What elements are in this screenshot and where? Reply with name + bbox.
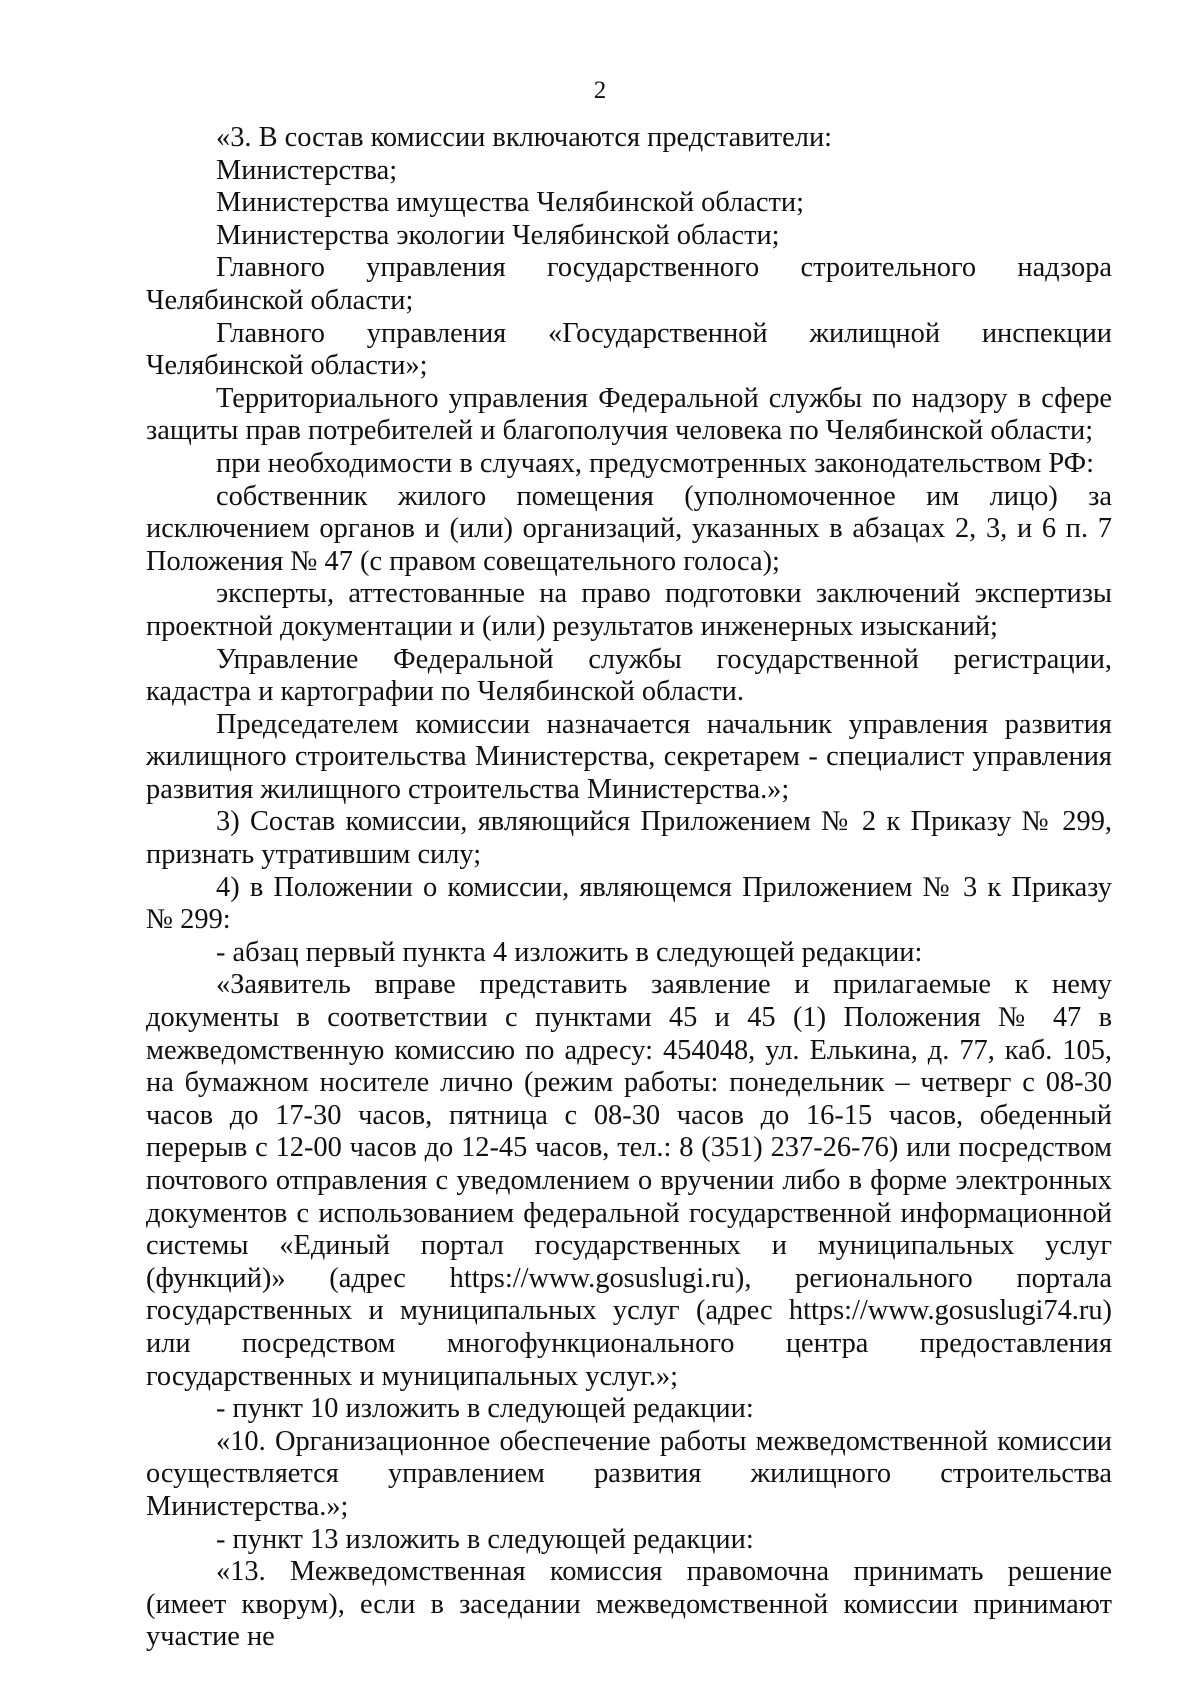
paragraph-owner: собственник жилого помещения (уполномоченное им лицо) за исключением органов и (или) организаций, указанных в абзацах 2, 3, и 6 п. 7 Положения № 47 (с правом совещательного голоса);	[146, 480, 1112, 577]
paragraph-housing-inspection: Главного управления «Государственной жилищной инспекции Челябинской области»;	[146, 317, 1112, 382]
paragraph-rosreestr: Управление Федеральной службы государственной регистрации, кадастра и картографии по Челябинской области.	[146, 643, 1112, 708]
document-body	[146, 122, 1112, 1654]
paragraph-commission-composition: «3. В состав комиссии включаются представители:	[216, 122, 833, 153]
paragraph-point-13: «13. Межведомственная комиссия правомочна принимать решение (имеет кворум), если в заседании межведомственной комиссии принимают участие не	[146, 1556, 1112, 1653]
paragraph-if-necessary: при необходимости в случаях, предусмотренных законодательством РФ:	[216, 447, 1095, 479]
paragraph-property-ministry: Министерства имущества Челябинской области;	[216, 187, 804, 219]
paragraph-chairman: Председателем комиссии назначается начальник управления развития жилищного строительства Министерства, секретарем - специалист управления развития жилищного строительства Министерства.»;	[146, 708, 1112, 805]
page-number: 2	[593, 77, 607, 104]
paragraph-point-10: «10. Организационное обеспечение работы межведомственной комиссии осуществляется управлением развития жилищного строительства Министерства.»;	[146, 1425, 1112, 1522]
paragraph-item-3: 3) Состав комиссии, являющийся Приложением № 2 к Приказу № 299, признать утратившим силу;	[146, 806, 1112, 871]
paragraph-point-13-header: - пункт 13 изложить в следующей редакции:	[216, 1523, 754, 1555]
paragraph-ministry: Министерства;	[216, 154, 398, 186]
paragraph-point-10-header: - пункт 10 изложить в следующей редакции:	[216, 1393, 754, 1425]
paragraph-experts: эксперты, аттестованные на право подготовки заключений экспертизы проектной документации и (или) результатов инженерных изысканий;	[146, 578, 1112, 642]
paragraph-item-4: 4) в Положении о комиссии, являющемся Приложением № 3 к Приказу № 299:	[146, 871, 1112, 936]
paragraph-point-4-header: - абзац первый пункта 4 изложить в следующей редакции:	[216, 936, 923, 968]
paragraph-construction-supervision: Главного управления государственного строительного надзора Челябинской области;	[146, 252, 1112, 316]
paragraph-applicant: «Заявитель вправе представить заявление и прилагаемые к нему документы в соответствии с пунктами 45 и 45 (1) Положения № 47 в межведомственную комиссию по адресу: 454048, ул. Елькина, д. 77, каб. 105, на бумажном носителе лично (режим работы: понедельник – четверг с 08-30 часов до 17-30 часов, пятница с 08-30 часов до 16-15 часов, обеденный перерыв с 12-00 часов до 12-45 часов, тел.: 8 (351) 237-26-76) или посредством почтового отправления с уведомлением о вручении либо в форме электронных документов с использованием федеральной государственной информационной системы «Единый портал государственных и муниципальных услуг (функций)» (адрес https://www.gosuslugi.ru), регионального портала государственных и муниципальных услуг (адрес https://www.gosuslugi74.ru) или посредством многофункционального центра предоставления государственных и муниципальных услуг.»;	[146, 969, 1112, 1392]
paragraph-consumer-protection: Территориального управления Федеральной службы по надзору в сфере защиты прав потребителей и благополучия человека по Челябинской области;	[146, 382, 1112, 447]
paragraph-ecology-ministry: Министерства экологии Челябинской области;	[216, 219, 780, 251]
